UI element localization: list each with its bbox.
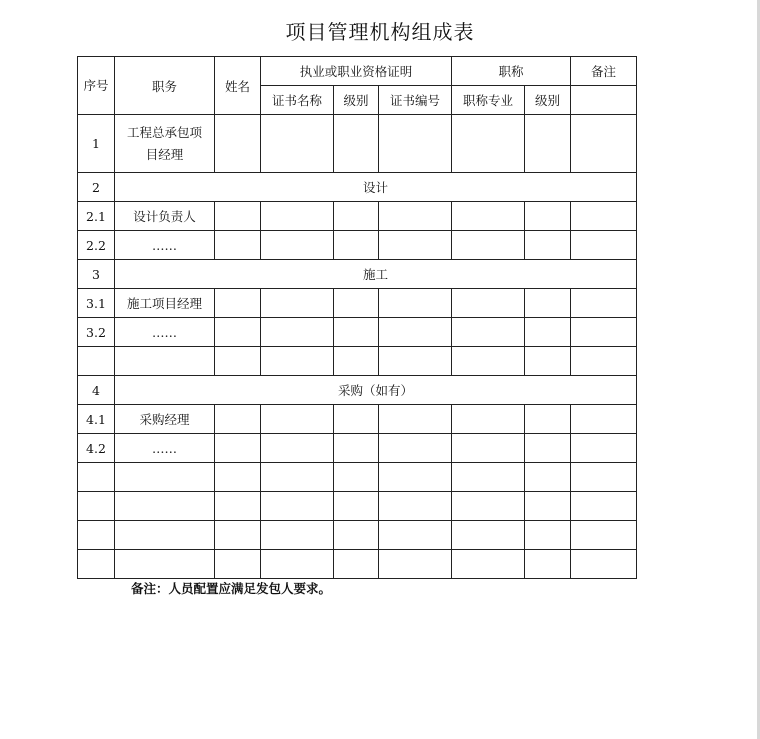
table-row-empty: [78, 347, 637, 376]
row-position: 工程总承包项目经理: [115, 115, 215, 173]
row-seq: 1: [78, 115, 115, 173]
row-seq: 4.1: [78, 405, 115, 434]
section-row: [78, 376, 637, 405]
section-row: [78, 260, 637, 289]
section-label: 设计: [115, 173, 637, 202]
section-seq: 3: [78, 260, 115, 289]
table-note: 备注：人员配置应满足发包人要求。: [131, 581, 332, 596]
row-seq: 4.2: [78, 434, 115, 463]
header-cert-level: 级别: [334, 86, 379, 115]
table-row-empty: [78, 521, 637, 550]
row-seq: 3.1: [78, 289, 115, 318]
page-title: 项目管理机构组成表: [285, 20, 475, 44]
header-row-1: [78, 57, 637, 86]
table-row-empty: [78, 550, 637, 579]
row-position: 采购经理: [115, 405, 215, 434]
section-seq: 2: [78, 173, 115, 202]
table-row: [78, 318, 637, 347]
section-label: 采购（如有）: [115, 376, 637, 405]
header-remark: 备注: [571, 57, 637, 86]
table-row: [78, 405, 637, 434]
row-seq: 3.2: [78, 318, 115, 347]
row-seq: 2.2: [78, 231, 115, 260]
header-cert-no: 证书编号: [379, 86, 452, 115]
table-row: [78, 115, 637, 173]
organization-table: [77, 56, 637, 579]
section-seq: 4: [78, 376, 115, 405]
header-position: 职务: [115, 57, 215, 115]
row-position: ……: [115, 318, 215, 347]
row-seq: 2.1: [78, 202, 115, 231]
header-cert-name: 证书名称: [261, 86, 334, 115]
header-title-level: 级别: [525, 86, 571, 115]
header-seq: 序号: [78, 57, 115, 115]
table-row: [78, 231, 637, 260]
section-row: [78, 173, 637, 202]
table-row: [78, 202, 637, 231]
section-label: 施工: [115, 260, 637, 289]
table-row: [78, 434, 637, 463]
table-row-empty: [78, 492, 637, 521]
header-title-group: 职称: [452, 57, 571, 86]
row-position: ……: [115, 231, 215, 260]
header-remark-empty: [571, 86, 637, 115]
header-title-major: 职称专业: [452, 86, 525, 115]
row-position: 设计负责人: [115, 202, 215, 231]
table-row-empty: [78, 463, 637, 492]
row-position: ……: [115, 434, 215, 463]
row-position: 施工项目经理: [115, 289, 215, 318]
table-row: [78, 289, 637, 318]
header-name: 姓名: [215, 57, 261, 115]
header-cert-group: 执业或职业资格证明: [261, 57, 452, 86]
